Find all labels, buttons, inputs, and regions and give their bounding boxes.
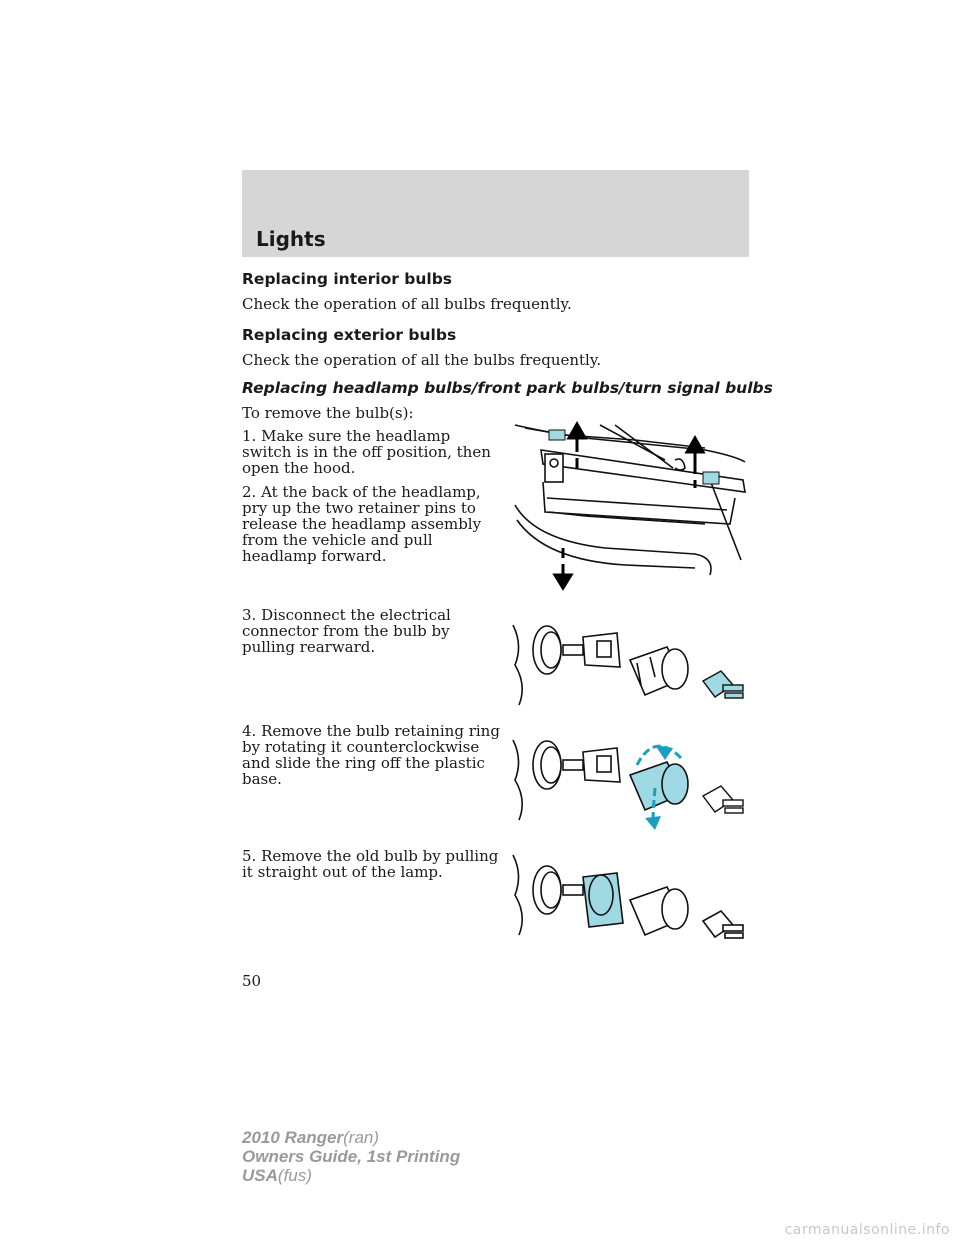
footer-market-code: (fus)	[277, 1166, 312, 1185]
section-header-band	[242, 170, 749, 257]
headlamp-assembly-illustration	[505, 420, 750, 595]
step-1: 1. Make sure the headlamp switch is in the off position, then open the hood.	[242, 427, 491, 477]
step-3: 3. Disconnect the electrical connector from the bulb by pulling rearward.	[242, 606, 451, 656]
watermark: carmanualsonline.info	[784, 1222, 950, 1238]
page-number: 50	[242, 972, 262, 990]
remove-intro: To remove the bulb(s):	[242, 404, 414, 422]
step-5: 5. Remove the old bulb by pulling it straight out of the lamp.	[242, 847, 499, 881]
section-title: Lights	[256, 227, 326, 251]
interior-bulbs-heading: Replacing interior bulbs	[242, 270, 453, 288]
document-footer	[242, 1128, 460, 1185]
exterior-bulbs-text: Check the operation of all the bulbs frequently.	[242, 351, 602, 369]
step-2: 2. At the back of the headlamp, pry up the two retainer pins to release the headlamp assembly from the vehicle and pull headlamp forward.	[242, 483, 482, 565]
footer-model: 2010 Ranger	[242, 1128, 344, 1147]
exterior-bulbs-heading: Replacing exterior bulbs	[242, 326, 457, 344]
disconnect-connector-illustration	[505, 605, 755, 715]
interior-bulbs-text: Check the operation of all bulbs frequently.	[242, 295, 572, 313]
footer-guide: Owners Guide, 1st Printing	[242, 1147, 461, 1166]
headlamp-bulbs-heading: Replacing headlamp bulbs/front park bulbs/turn signal bulbs	[242, 379, 773, 397]
step-4: 4. Remove the bulb retaining ring by rotating it counterclockwise and slide the ring off the plastic base.	[242, 722, 500, 788]
remove-bulb-illustration	[505, 845, 755, 955]
footer-model-code: (ran)	[343, 1128, 380, 1147]
retaining-ring-illustration	[505, 720, 755, 835]
footer-market: USA	[242, 1166, 278, 1185]
